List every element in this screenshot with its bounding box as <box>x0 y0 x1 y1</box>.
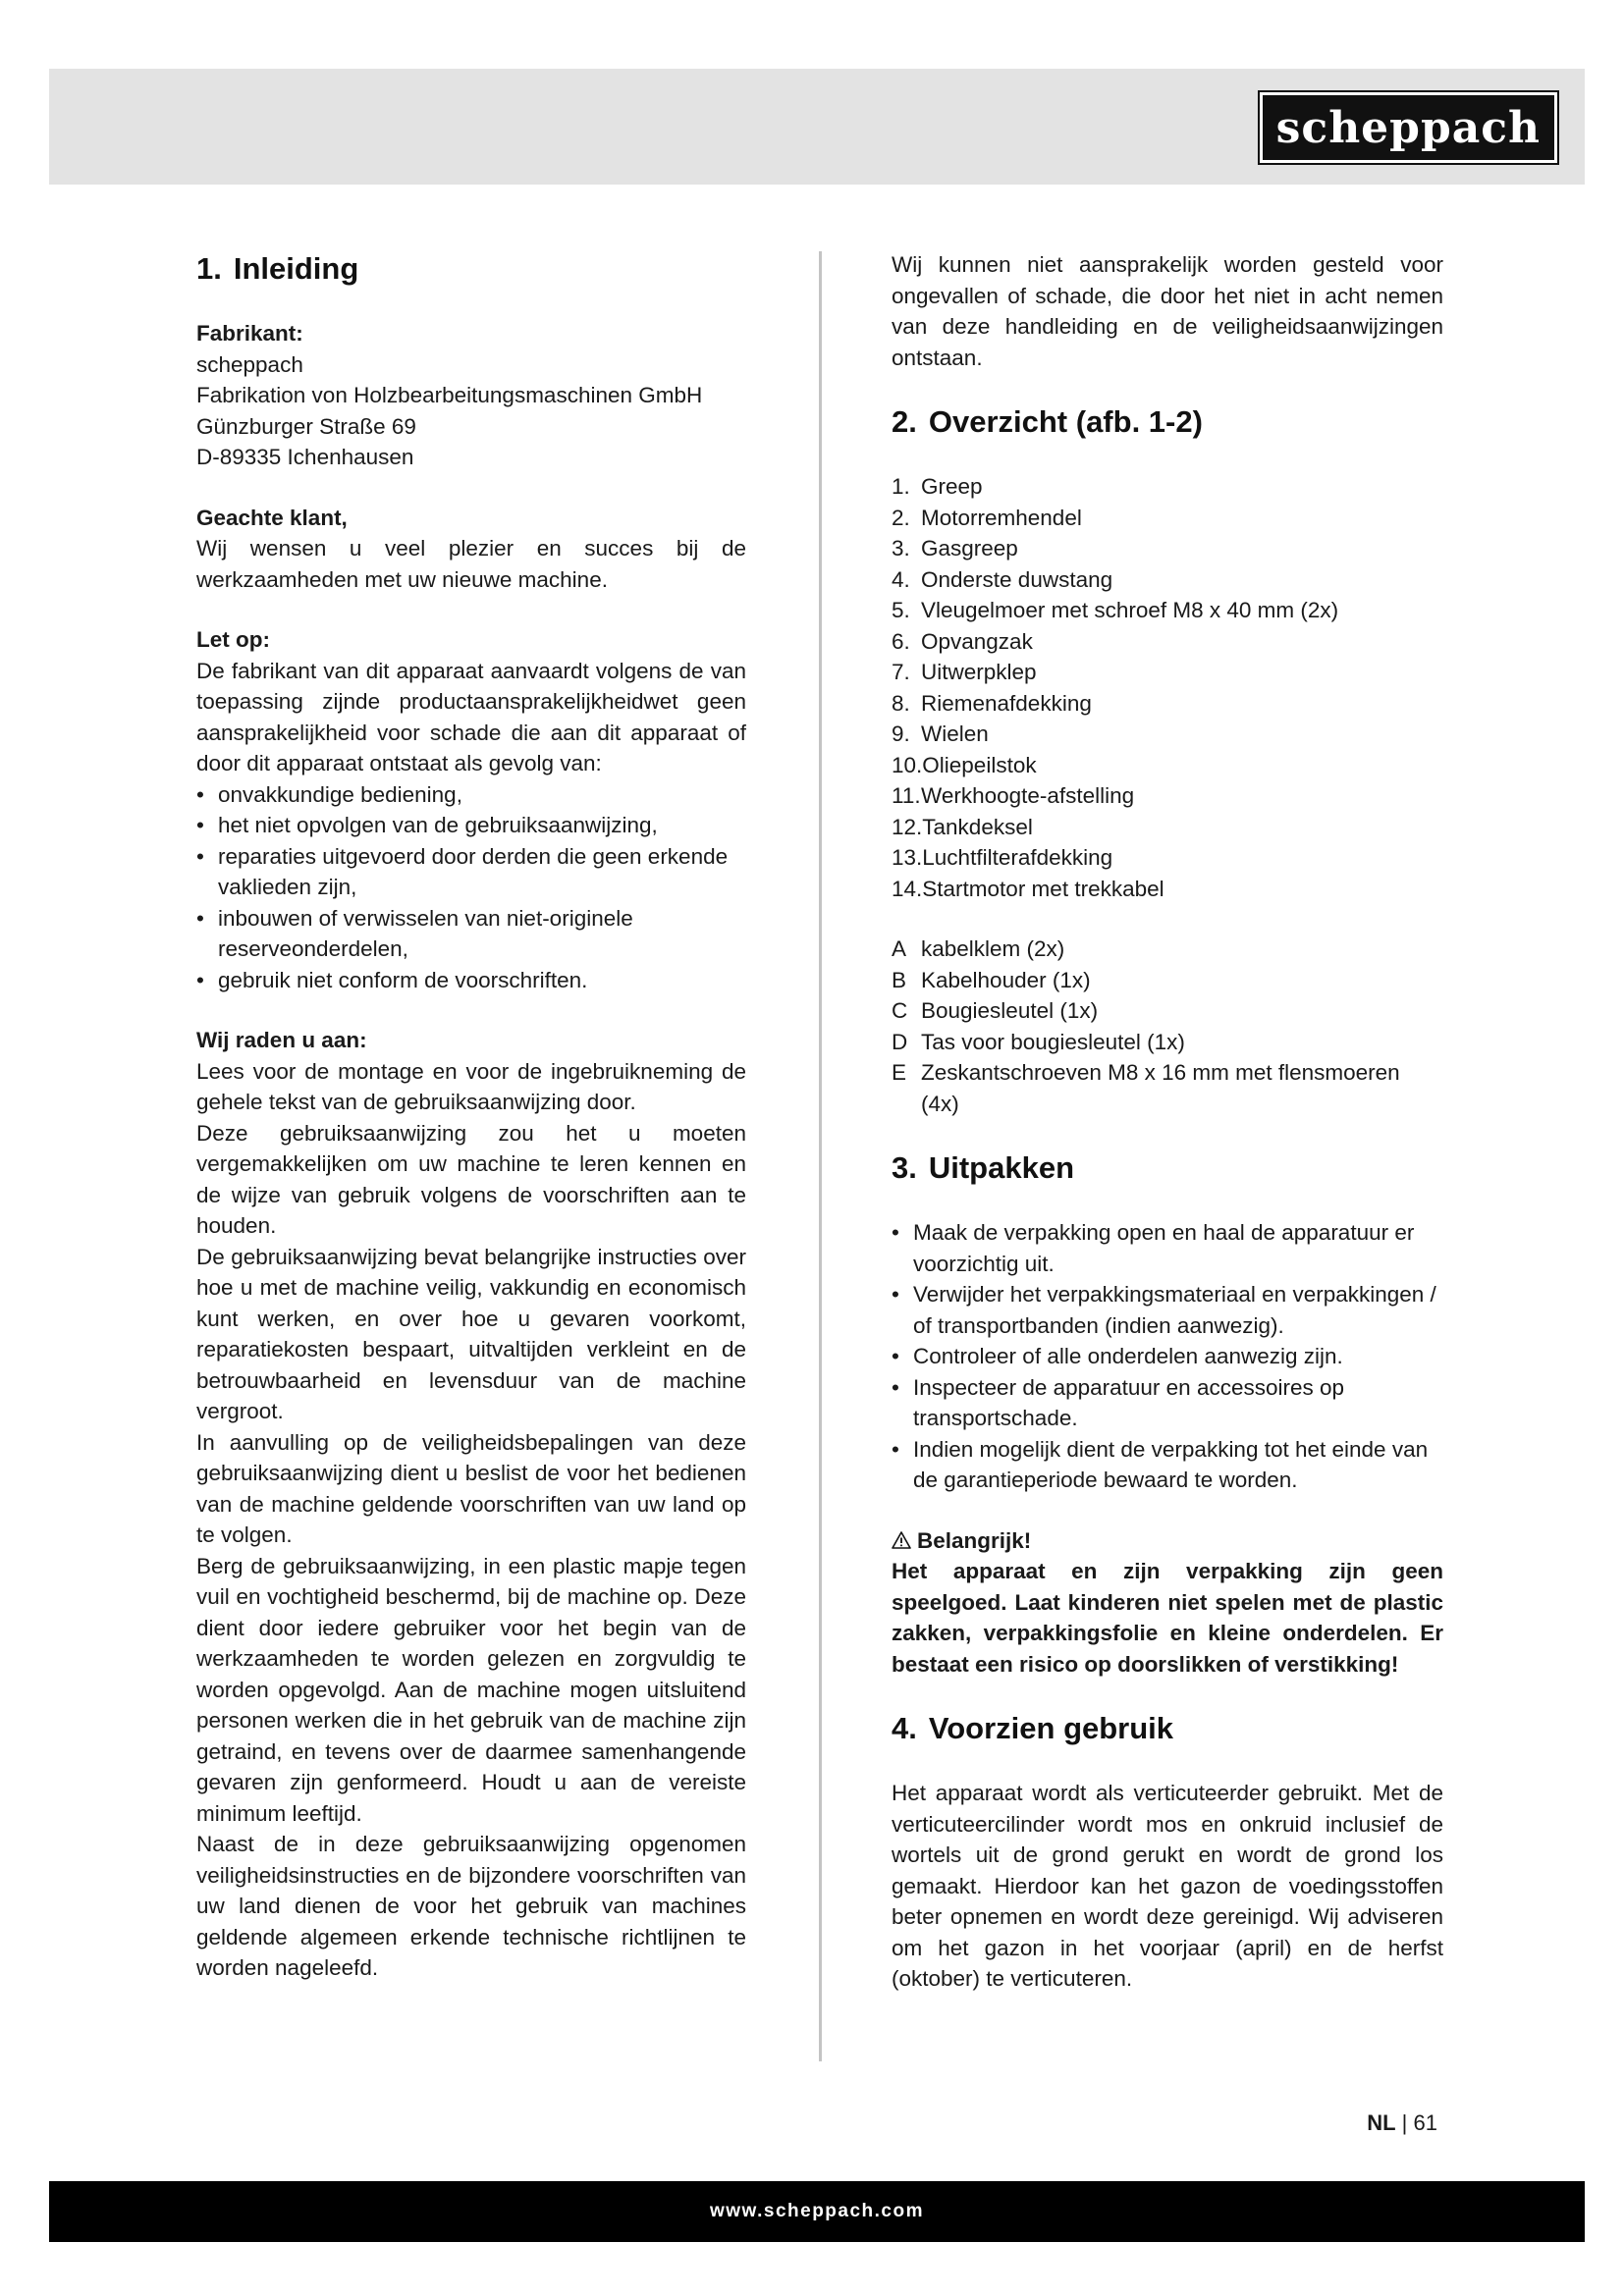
attention-text: De fabrikant van dit apparaat aanvaardt volgens de van toepassing zijnde productaansprakelijkheidwet geen aansprakelijkheid voor schade die aan dit apparaat of door dit apparaat ontstaat als gevolg van: <box>196 658 746 775</box>
list-item: • het niet opvolgen van de gebruiksaanwijzing, <box>196 810 746 841</box>
advice-paragraph: In aanvulling op de veiligheidsbepalingen van deze gebruiksaanwijzing dient u beslist de voor het bedienen van de machine geldende voorschriften van uw land op te volgen. <box>196 1429 746 1547</box>
manufacturer-address: scheppach Fabrikation von Holzbearbeitungsmaschinen GmbH Günzburger Straße 69 D-89335 Ichenhausen <box>196 351 703 469</box>
list-item: • gebruik niet conform de voorschriften. <box>196 965 746 996</box>
list-item: D Tas voor bougiesleutel (1x) <box>892 1029 1185 1054</box>
list-item: 14. Startmotor met trekkabel <box>892 876 1164 901</box>
attention-label: Let op: <box>196 627 270 652</box>
list-item: • onvakkundige bediening, <box>196 779 746 811</box>
manufacturer-label: Fabrikant: <box>196 321 303 346</box>
header-band <box>49 69 1585 185</box>
section-heading-overzicht: 2. Overzicht (afb. 1-2) <box>892 404 1203 439</box>
list-item: 2. Motorremhendel <box>892 505 1082 530</box>
warning-text: Het apparaat en zijn verpakking zijn geen speelgoed. Laat kinderen niet spelen met de plastic zakken, verpakkingsfolie en kleine onderdelen. Er bestaat een risico op doorslikken of verstikking! <box>892 1559 1443 1677</box>
advice-paragraph: Lees voor de montage en voor de ingebruikneming de gehele tekst van de gebruiksaanwijzing door. <box>196 1058 746 1114</box>
unpack-list <box>892 1217 1443 1496</box>
warning-label: Belangrijk! <box>917 1527 1032 1553</box>
warning-title <box>892 1525 1443 1557</box>
list-item: E Zeskantschroeven M8 x 16 mm met flensmoeren (4x) <box>892 1060 1400 1116</box>
liability-text: Wij kunnen niet aansprakelijk worden gesteld voor ongevallen of schade, die door het niet in acht nemen van deze handleiding en de veiligheidsaanwijzingen ontstaan. <box>892 252 1443 370</box>
warning-triangle-icon <box>892 1530 911 1550</box>
list-item: A kabelklem (2x) <box>892 936 1065 961</box>
list-item: 6. Opvangzak <box>892 628 1033 654</box>
advice-paragraph: De gebruiksaanwijzing bevat belangrijke instructies over hoe u met de machine veilig, vakkundig en economisch kunt werken, en over hoe u gevaren voorkomt, reparatiekosten bespaart, uitvaltijden verkleint en de betrouwbaarheid en levensduur van de machine vergroot. <box>196 1244 746 1423</box>
list-item: • reparaties uitgevoerd door derden die geen erkende vaklieden zijn, <box>196 841 746 903</box>
list-item: • Indien mogelijk dient de verpakking tot het einde van de garantieperiode bewaard te worden. <box>892 1434 1443 1496</box>
greeting-label: Geachte klant, <box>196 505 348 530</box>
attention-list <box>196 779 746 996</box>
intended-use-text: Het apparaat wordt als verticuteerder gebruikt. Met de verticuteercilinder wordt mos en onkruid inclusief de wortels uit de grond gerukt en wordt de grond los gemaakt. Hierdoor kan het gazon de voedingsstoffen beter opnemen en wordt deze gereinigd. Wij adviseren om het gazon in het voorjaar (april) en de herfst (oktober) te verticuteren. <box>892 1781 1443 1991</box>
list-item: 3. Gasgreep <box>892 536 1018 561</box>
right-column <box>892 249 1443 1995</box>
section-heading-uitpakken: 3. Uitpakken <box>892 1150 1075 1185</box>
list-item: • Maak de verpakking open en haal de apparatuur er voorzichtig uit. <box>892 1217 1443 1279</box>
advice-paragraph: Berg de gebruiksaanwijzing, in een plastic mapje tegen vuil en vochtigheid beschermd, bij de machine op. Deze dient door iedere gebruiker voor het begin van de werkzaamheden te worden gelezen en zorgvuldig te worden opgevolgd. Aan de machine mogen uitsluitend personen werken die in het gebruik van de machine zijn getraind, en tevens over de daarmee samenhangende gevaren zijn genformeerd. Houdt u aan de vereiste minimum leeftijd. <box>196 1553 746 1826</box>
list-item: 5. Vleugelmoer met schroef M8 x 40 mm (2x) <box>892 598 1339 622</box>
list-item: C Bougiesleutel (1x) <box>892 998 1099 1023</box>
list-item: • Verwijder het verpakkingsmateriaal en verpakkingen / of transportbanden (indien aanwezig). <box>892 1279 1443 1341</box>
list-item: 10. Oliepeilstok <box>892 752 1037 777</box>
advice-label: Wij raden u aan: <box>196 1028 367 1052</box>
list-item: 13. Luchtfilterafdekking <box>892 845 1113 870</box>
list-item: • Controleer of alle onderdelen aanwezig zijn. <box>892 1341 1443 1372</box>
list-item: • inbouwen of verwisselen van niet-originele reserveonderdelen, <box>196 903 746 965</box>
scheppach-logo: scheppach <box>1260 92 1557 163</box>
accessories-list <box>892 934 1443 1119</box>
parts-list <box>892 471 1443 904</box>
section-heading-voorzien-gebruik: 4. Voorzien gebruik <box>892 1711 1174 1745</box>
list-item: • Inspecteer de apparatuur en accessoires op transportschade. <box>892 1372 1443 1434</box>
advice-paragraph: Deze gebruiksaanwijzing zou het u moeten vergemakkelijken om uw machine te leren kennen en de wijze van gebruik volgens de voorschriften aan te houden. <box>196 1120 746 1238</box>
greeting-text: Wij wensen u veel plezier en succes bij de werkzaamheden met uw nieuwe machine. <box>196 536 746 592</box>
page-number: NL | 61 <box>1367 2110 1437 2135</box>
left-column <box>196 249 746 1984</box>
list-item: 11. Werkhoogte-afstelling <box>892 783 1135 808</box>
list-item: B Kabelhouder (1x) <box>892 967 1091 992</box>
section-heading-inleiding: 1. Inleiding <box>196 251 359 286</box>
list-item: 9. Wielen <box>892 721 989 746</box>
footer-url[interactable]: www.scheppach.com <box>709 2201 924 2221</box>
footer-band <box>49 2181 1585 2242</box>
list-item: 4. Onderste duwstang <box>892 566 1113 592</box>
list-item: 8. Riemenafdekking <box>892 690 1092 716</box>
list-item: 7. Uitwerpklep <box>892 660 1037 684</box>
advice-paragraph: Naast de in deze gebruiksaanwijzing opgenomen veiligheidsinstructies en de bijzondere voorschriften van uw land dienen de voor het gebruik van machines geldende algemeen erkende technische richtlijnen te worden nageleefd. <box>196 1832 746 1980</box>
column-divider <box>819 251 822 2061</box>
list-item: 1. Greep <box>892 474 983 499</box>
list-item: 12. Tankdeksel <box>892 814 1033 839</box>
